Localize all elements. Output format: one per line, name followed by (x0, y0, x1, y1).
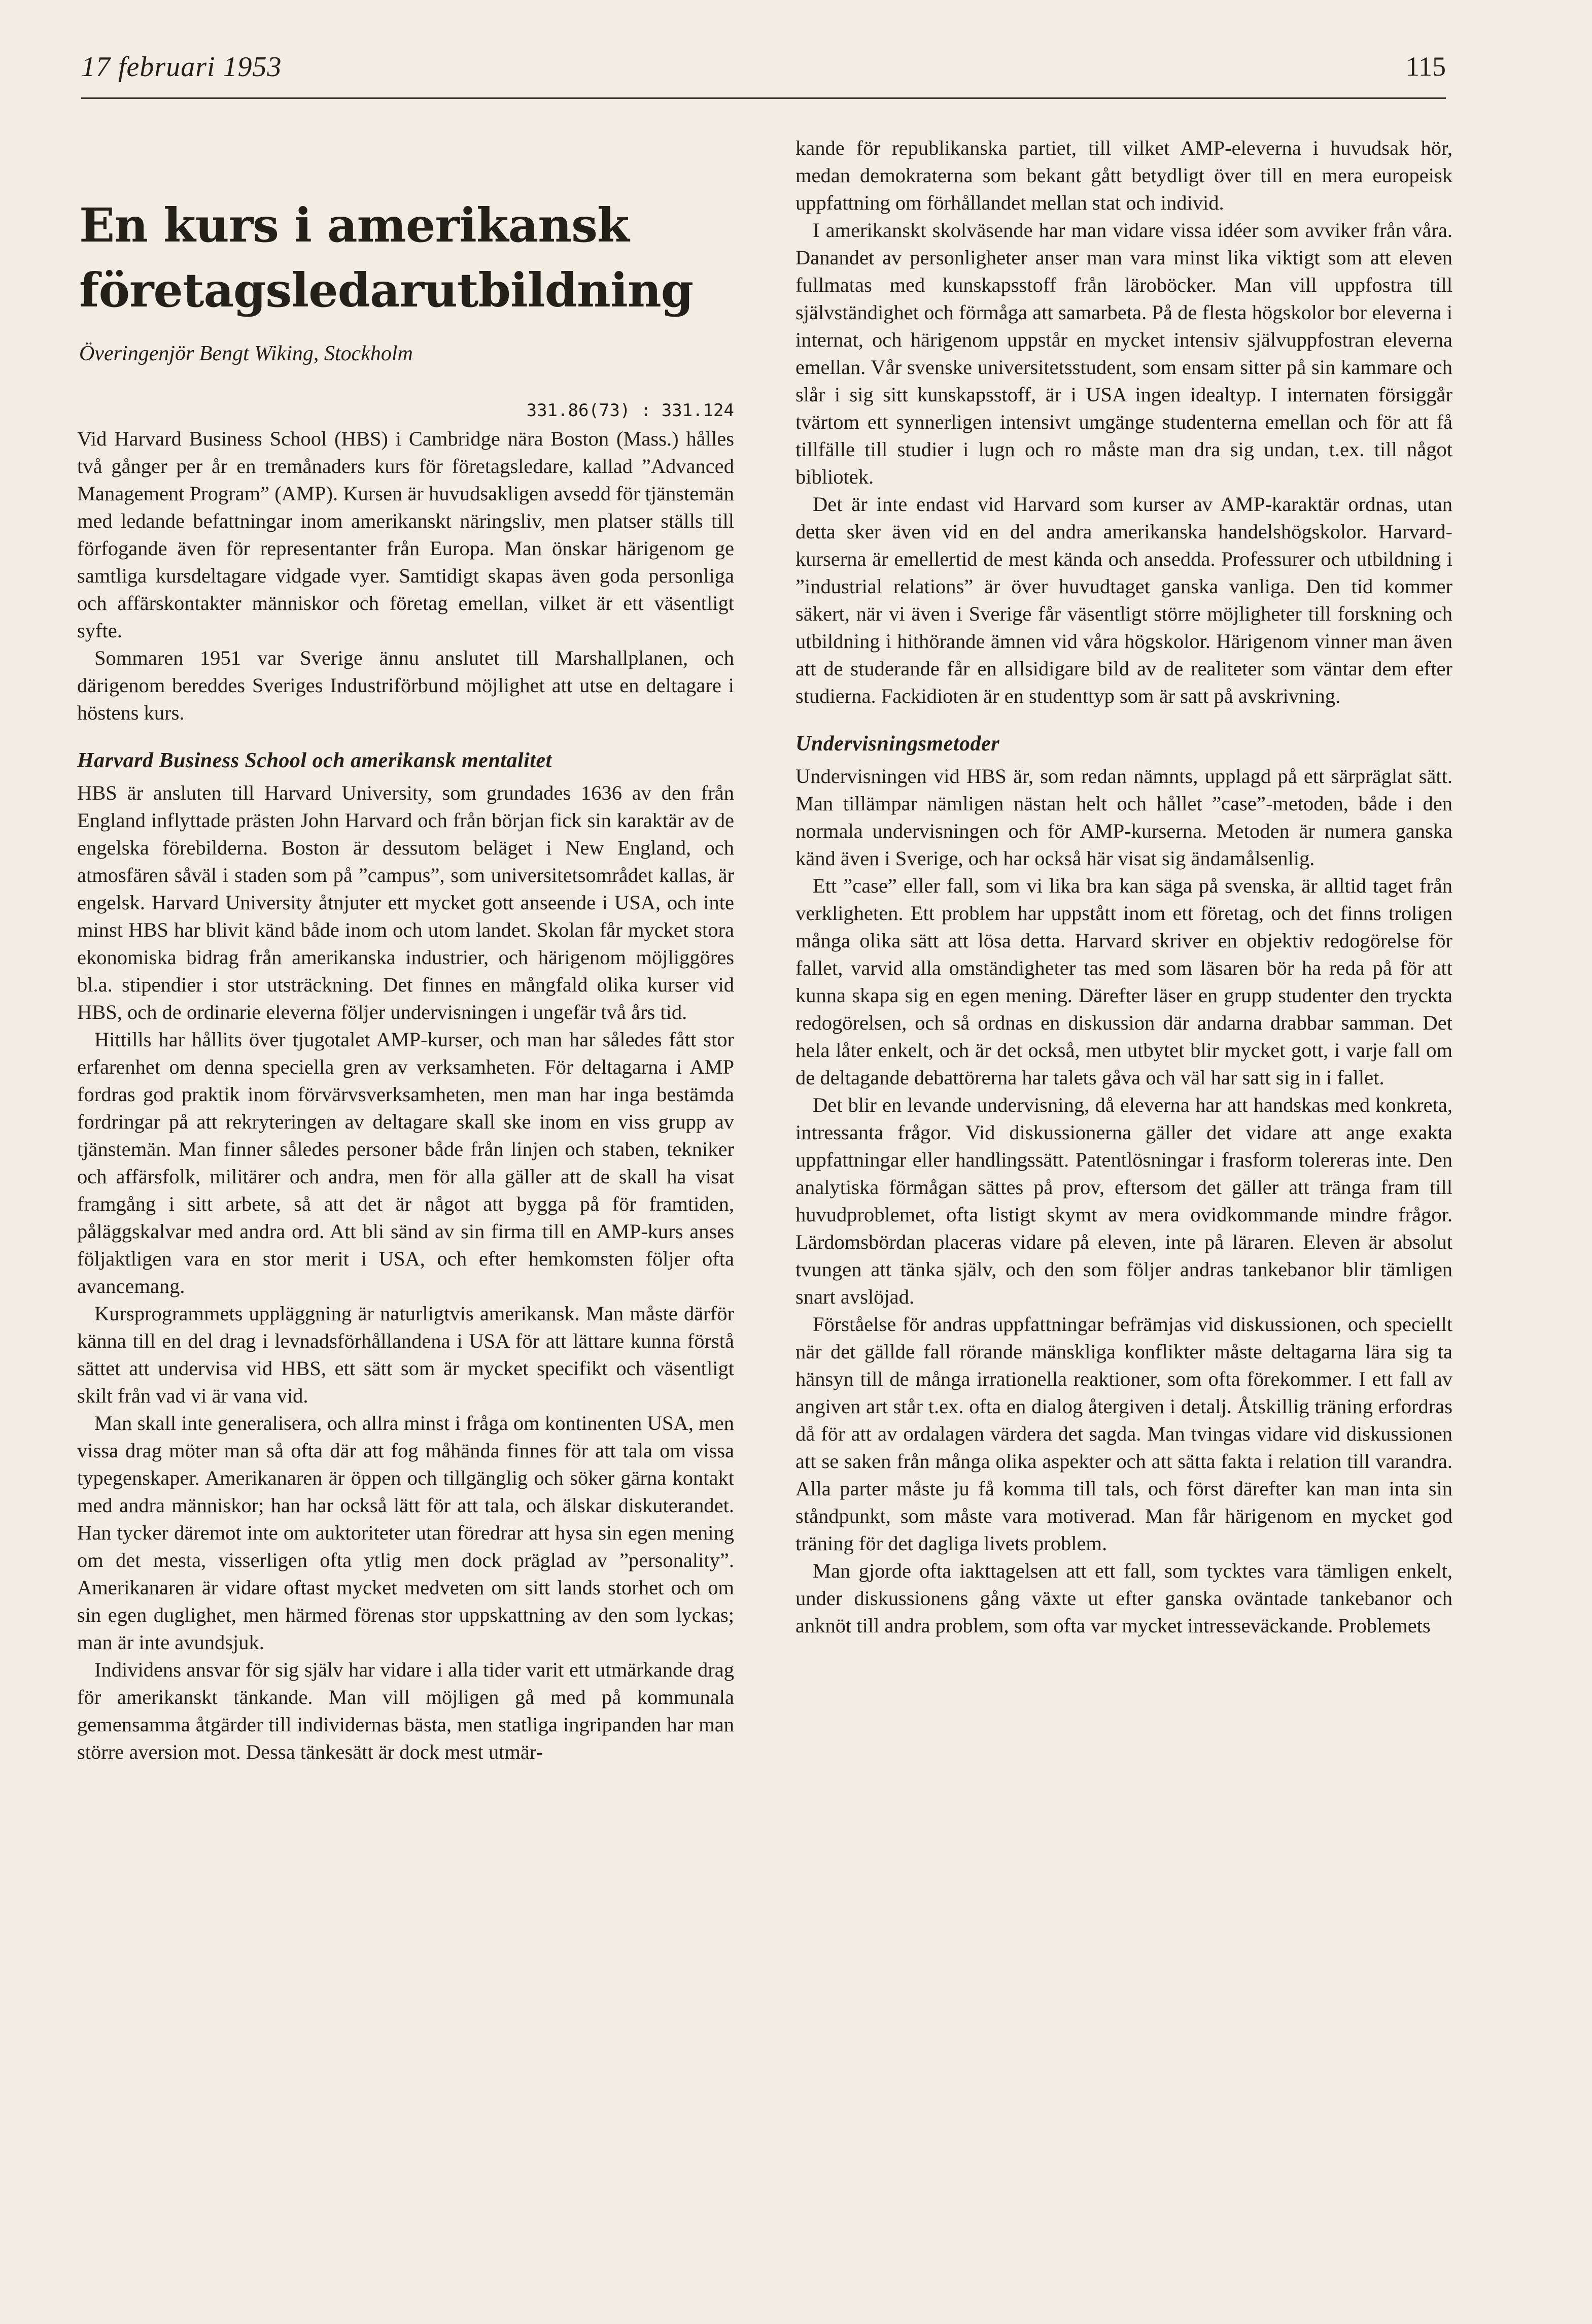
paragraph: Ett ”case” eller fall, som vi lika bra kan säga på svenska, är alltid taget från verkligheten. Ett problem har uppstått inom ett företag, och det finns troligen många olika sätt att lösa detta. Harvard skriver en objektiv redogörelse för fallet, varvid alla omständigheter tas med som läsaren bör ha reda på för att kunna skapa sig en egen mening. Därefter läser en grupp studenter den tryckta redogörelsen, och så ordnas en diskussion där andarna drabbar samman. Det hela låter enkelt, och är det också, men utbytet blir mycket gott, i varje fall om de deltagande debattörerna har talets gåva och väl har satt sig in i fallet. (795, 874, 1452, 1089)
paragraph: I amerikanskt skolväsende har man vidare vissa idéer som avviker från våra. Danandet av personligheter anser man vara minst lika viktigt som att eleven fullmatas med kunskapsstoff från läroböcker. Man vill uppfostra till självständighet och förmåga att samarbeta. På de flesta högskolor bor eleverna i internat, och härigenom uppstår en mycket intensiv självuppfostran eleverna emellan. Vår svenske universitetsstudent, som ensam sitter på sin kammare och slår i sig sitt kunskapsstoff, är i USA ingen idealtyp. I internaten försiggår tvärtom ett synnerligen intensivt umgänge studenterna emellan och för att få tillfälle till studier i lugn och ro måste man dra sig undan, t.ex. till något bibliotek. (795, 219, 1452, 488)
paragraph: Kursprogrammets uppläggning är naturligtvis amerikansk. Man måste därför känna till en del drag i levnadsförhållandena i USA för att lättare kunna förstå sättet att undervisa vid HBS, ett sätt som är mycket specifikt och väsentligt skilt från vad vi är vana vid. (77, 1302, 734, 1407)
paragraph: Man skall inte generalisera, och allra minst i fråga om kontinenten USA, men vissa drag möter man så ofta där att fog måhända finnes för att tala om vissa typegenskaper. Amerikanaren är öppen och tillgänglig och söker gärna kontakt med andra människor; han har också lätt för att tala, och älskar diskuterandet. Han tycker däremot inte om auktoriteter utan föredrar att hysa sin egen mening om det mesta, visserligen ofta ytlig men dock präglad av ”personality”. Amerikanaren är vidare oftast mycket medveten om sitt lands storhet och om sin egen duglighet, men härmed förenas stor uppskattning av den som lyckas; man är inte avundsjuk. (77, 1412, 734, 1654)
paragraph: Förståelse för andras uppfattningar befrämjas vid diskussionen, och speciellt när det gällde fall rörande mänskliga konflikter måste deltagarna lära sig ta hänsyn till de många irrationella reaktioner, som ofta förekommer. I ett fall av angiven art står t.ex. ofta en dialog återgiven i detalj. Åtskillig träning erfordras då för att av ordalagen värdera det sagda. Man tvingas vidare vid diskussionen att se saken från många olika aspekter och att sätta fakta i relation till varandra. Alla parter måste ju få komma till tals, och först därefter kan man inta sin ståndpunkt, som måste vara motiverad. Man får härigenom en mycket god träning för det dagliga livets problem. (795, 1313, 1452, 1555)
paragraph: HBS är ansluten till Harvard University, som grundades 1636 av den från England inflyttade prästen John Harvard och från början fick sin karaktär av de engelska förebilderna. Boston är dessutom beläget i New England, och atmosfären såväl i staden som på ”campus”, som universitetsområdet kallas, är engelsk. Harvard University åtnjuter ett mycket gott anseende i USA, och inte minst HBS har blivit känd både inom och utom landet. Skolan får mycket stora ekonomiska bidrag från amerikanska industrier, och härigenom möjliggöres bl.a. stipendier i stor utsträckning. Det finnes en mångfald olika kurser vid HBS, och de ordinarie eleverna följer undervisningen i ungefär två års tid. (77, 781, 734, 1023)
paragraph: Vid Harvard Business School (HBS) i Cambridge nära Boston (Mass.) hålles två gånger per år en tremånaders kurs för företagsledare, kallad ”Advanced Management Program” (AMP). Kursen är huvudsakligen avsedd för tjänstemän med ledande befattningar inom amerikanskt näringsliv, men platser ställs till förfogande även för representanter från Europa. Man önskar härigenom ge samtliga kursdeltagare vidgade vyer. Samtidigt skapas även goda personliga och affärskontakter människor och företag emellan, vilket är ett väsentligt syfte. (77, 427, 734, 642)
page-number: 115 (1406, 51, 1446, 82)
classification-code: 331.86(73) : 331.124 (526, 400, 734, 421)
paragraph: kande för republikanska partiet, till vilket AMP-eleverna i huvudsak hör, medan demokraterna som bekant gått betydligt över till en mera europeisk uppfattning om förhållandet mellan stat och individ. (795, 136, 1452, 214)
running-header (81, 47, 1446, 99)
paragraph: Sommaren 1951 var Sverige ännu anslutet till Marshallplanen, och därigenom bereddes Sveriges Industriförbund möjlighet att utse en deltagare i höstens kurs. (77, 646, 734, 724)
article-title: En kurs i amerikansk företagsledarutbildning (79, 198, 694, 318)
section-heading: Harvard Business School och amerikansk mentalitet (77, 749, 552, 772)
article-byline: Överingenjör Bengt Wiking, Stockholm (79, 342, 413, 365)
section-heading: Undervisningsmetoder (795, 732, 1000, 756)
left-column (77, 193, 734, 2324)
issue-date: 17 februari 1953 (81, 51, 282, 83)
paragraph: Man gjorde ofta iakttagelsen att ett fall, som tycktes vara tämligen enkelt, under diskussionens gång växte ut efter ganska oväntade tankebanor och anknöt till andra problem, som ofta var mycket intresseväckande. Problemets (795, 1559, 1452, 1637)
right-column (795, 134, 1452, 2266)
paragraph: Undervisningen vid HBS är, som redan nämnts, upplagd på ett särpräglat sätt. Man tillämpar nämligen nästan helt och hållet ”case”-metoden, både i den normala undervisningen och för AMP-kurserna. Metoden är numera ganska känd även i Sverige, och har också här visat sig ändamålsenlig. (795, 765, 1452, 870)
paragraph: Individens ansvar för sig själv har vidare i alla tider varit ett utmärkande drag för amerikanskt tänkande. Man vill möjligen gå med på kommunala gemensamma åtgärder till individernas bästa, men statliga ingripanden har man större aversion mot. Dessa tänkesätt är dock mest utmär- (77, 1658, 734, 1763)
paragraph: Det är inte endast vid Harvard som kurser av AMP-karaktär ordnas, utan detta sker även vid en del andra amerikanska handelshögskolor. Harvard-kurserna är emellertid de mest kända och ansedda. Professurer och utbildning i ”industrial relations” är över huvudtaget ganska vanliga. Den tid kommer säkert, när vi även i Sverige får väsentligt större möjligheter till forskning och utbildning i hithörande ämnen vid våra högskolor. Härigenom vinner man även att de studerande får en allsidigare bild av de realiteter som väntar dem efter studierna. Fackidioten är en studenttyp som är satt på avskrivning. (795, 493, 1452, 707)
paragraph: Hittills har hållits över tjugotalet AMP-kurser, och man har således fått stor erfarenhet om denna speciella gren av verksamheten. För deltagarna i AMP fordras god praktik inom förvärvsverksamheten, men man har inga bestämda fordringar på att rekryteringen av deltagare skall ske inom en viss grupp av tjänstemän. Man finner således personer både från linjen och staben, tekniker och affärsfolk, militärer och andra, men för alla gäller att de skall ha visat framgång i sitt arbete, så att det är något att bygga på för framtiden, påläggskalvar med andra ord. Att bli sänd av sin firma till en AMP-kurs anses följaktligen vara en stor merit i USA, och efter hemkomsten följer ofta avancemang. (77, 1028, 734, 1297)
paragraph: Det blir en levande undervisning, då eleverna har att handskas med konkreta, intressanta frågor. Vid diskussionerna gäller det vidare att ange exakta uppfattningar eller handlingssätt. Patentlösningar i frasform tolereras inte. Den analytiska förmågan sättes på prov, eftersom det gäller att tränga fram till huvudproblemet, ofta listigt skymt av mera ovidkommande mindre frågor. Lärdomsbördan placeras vidare på eleven, inte på läraren. Eleven är absolut tvungen att tänka själv, och den som följer andras tankebanor blir tämligen snart avslöjad. (795, 1093, 1452, 1308)
